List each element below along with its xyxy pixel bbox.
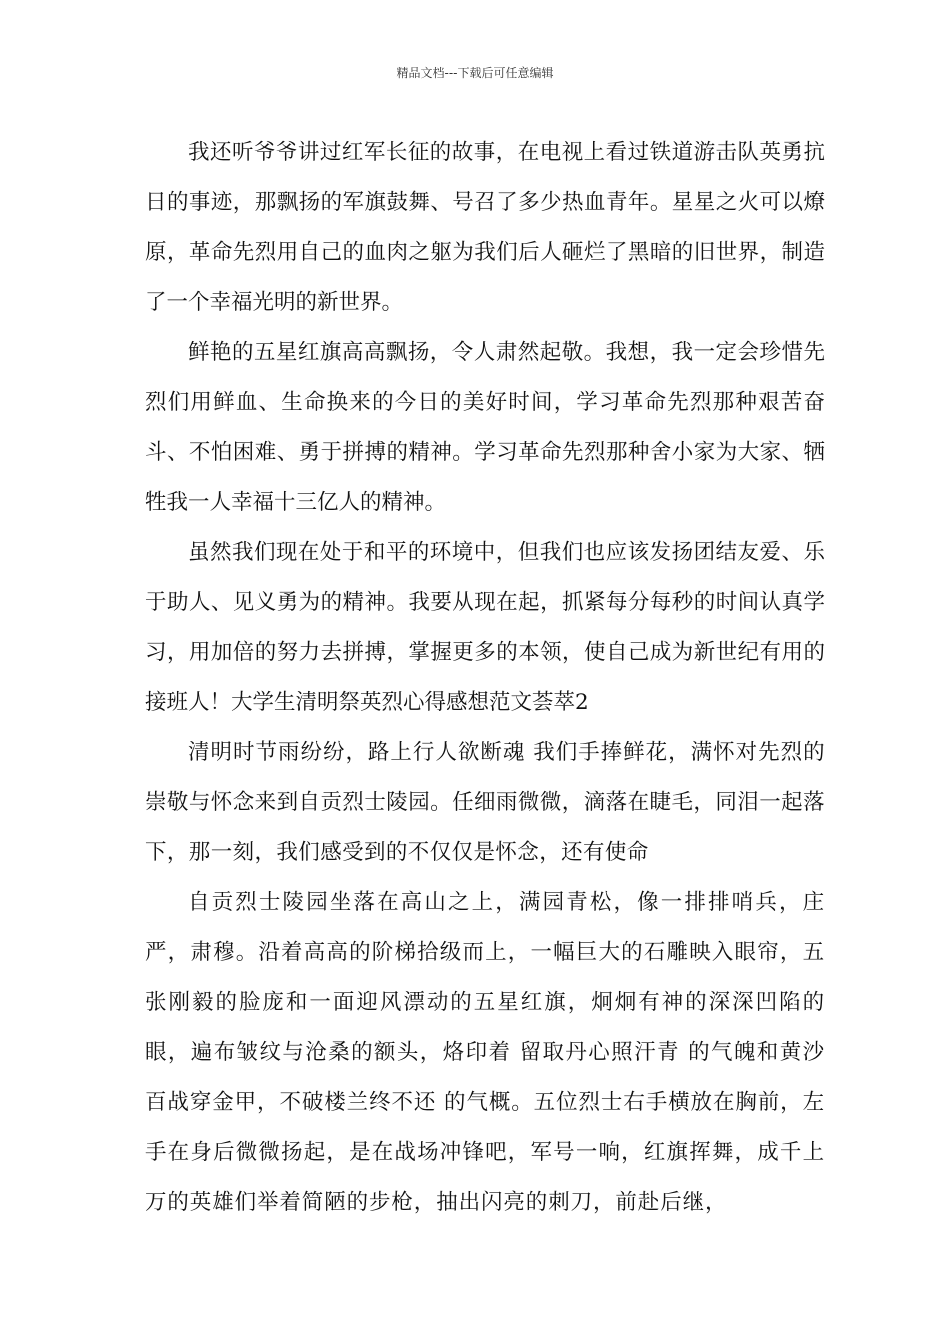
- document-body: [145, 128, 825, 1228]
- paragraph-2: 鲜艳的五星红旗高高飘扬，令人肃然起敬。我想，我一定会珍惜先烈们用鲜血、生命换来的今日的美好时间，学习革命先烈那种艰苦奋斗、不怕困难、勇于拼搏的精神。学习革命先烈那种舍小家为大家、牺牲我一人幸福十三亿人的精神。: [145, 340, 825, 515]
- paragraph-1: 我还听爷爷讲过红军长征的故事，在电视上看过铁道游击队英勇抗日的事迹，那飘扬的军旗鼓舞、号召了多少热血青年。星星之火可以燎原，革命先烈用自己的血肉之躯为我们后人砸烂了黑暗的旧世界，制造了一个幸福光明的新世界。: [145, 140, 825, 315]
- paragraph-3: 虽然我们现在处于和平的环境中，但我们也应该发扬团结友爱、乐于助人、见义勇为的精神。我要从现在起，抓紧每分每秒的时间认真学习，用加倍的努力去拼搏，掌握更多的本领，使自己成为新世纪有用的接班人！大学生清明祭英烈心得感想范文荟萃2: [145, 540, 825, 715]
- paragraph-4: 清明时节雨纷纷，路上行人欲断魂 我们手捧鲜花，满怀对先烈的崇敬与怀念来到自贡烈士陵园。任细雨微微，滴落在睫毛，同泪一起落下，那一刻，我们感受到的不仅仅是怀念，还有使命: [145, 740, 825, 865]
- paragraph-5: 自贡烈士陵园坐落在高山之上，满园青松，像一排排哨兵，庄严，肃穆。沿着高高的阶梯拾级而上，一幅巨大的石雕映入眼帘，五张刚毅的脸庞和一面迎风漂动的五星红旗，炯炯有神的深深凹陷的眼，遍布皱纹与沧桑的额头，烙印着 留取丹心照汗青 的气魄和黄沙百战穿金甲，不破楼兰终不还 的气概。五位烈士右手横放在胸前，左手在身后微微扬起，是在战场冲锋吧，军号一响，红旗挥舞，成千上万的英雄们举着简陋的步枪，抽出闪亮的刺刀，前赴后继，: [145, 890, 825, 1215]
- page-header: 精品文档---下载后可任意编辑: [396, 66, 554, 80]
